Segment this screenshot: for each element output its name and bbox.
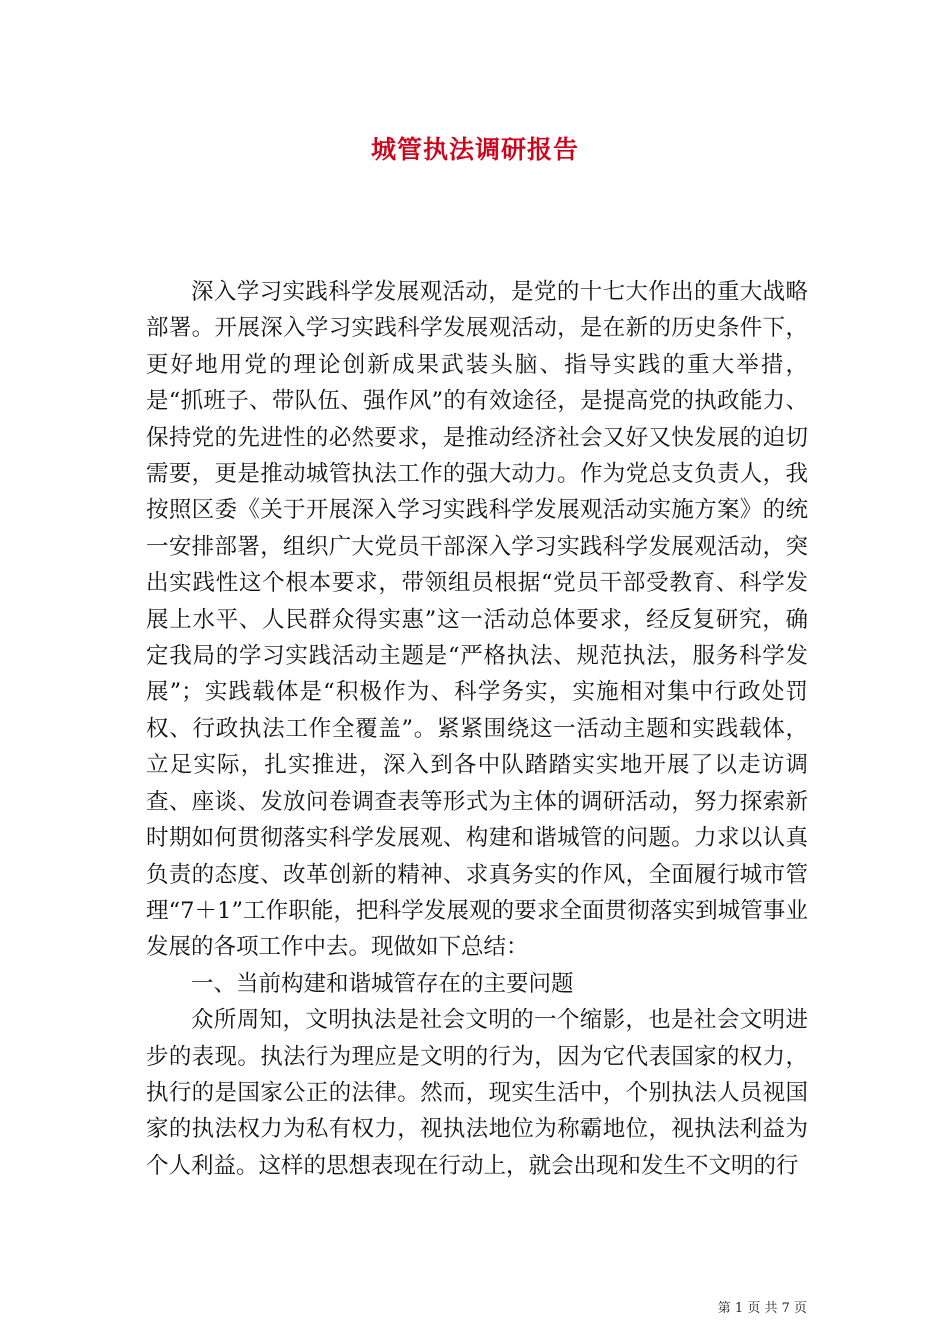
document-body xyxy=(146,274,808,1184)
section-heading-1: 一、当前构建和谐城管存在的主要问题 xyxy=(191,970,574,997)
page-number-footer: 第 1 页 共 7 页 xyxy=(717,1301,807,1316)
paragraph-intro: 深入学习实践科学发展观活动，是党的十七大作出的重大战略部署。开展深入学习实践科学发展观活动，是在新的历史条件下，更好地用党的理论创新成果武装头脑、指导实践的重大举措，是“抓班子、带队伍、强作风”的有效途径，是提高党的执政能力、保持党的先进性的必然要求，是推动经济社会又好又快发展的迫切需要，更是推动城管执法工作的强大动力。作为党总支负责人，我按照区委《关于开展深入学习实践科学发展观活动实施方案》的统一安排部署，组织广大党员干部深入学习实践科学发展观活动，突出实践性这个根本要求，带领组员根据“党员干部受教育、科学发展上水平、人民群众得实惠”这一活动总体要求，经反复研究，确定我局的学习实践活动主题是“严格执法、规范执法，服务科学发展”；实践载体是“积极作为、科学务实，实施相对集中行政处罚权、行政执法工作全覆盖”。紧紧围绕这一活动主题和实践载体，立足实际，扎实推进，深入到各中队踏踏实实地开展了以走访调查、座谈、发放问卷调查表等形式为主体的调研活动，努力探索新时期如何贯彻落实科学发展观、构建和谐城管的问题。力求以认真负责的态度、改革创新的精神、求真务实的作风，全面履行城市管理“7＋1”工作职能，把科学发展观的要求全面贯彻落实到城管事业发展的各项工作中去。现做如下总结： xyxy=(146,279,808,961)
paragraph-section-1: 众所周知，文明执法是社会文明的一个缩影，也是社会文明进步的表现。执法行为理应是文明的行为，因为它代表国家的权力，执行的是国家公正的法律。然而，现实生活中，个别执法人员视国家的执法权力为私有权力，视执法地位为称霸地位，视执法利益为个人利益。这样的思想表现在行动上，就会出现和发生不文明的行 xyxy=(146,1007,808,1179)
document-title: 城管执法调研报告 xyxy=(370,135,579,164)
